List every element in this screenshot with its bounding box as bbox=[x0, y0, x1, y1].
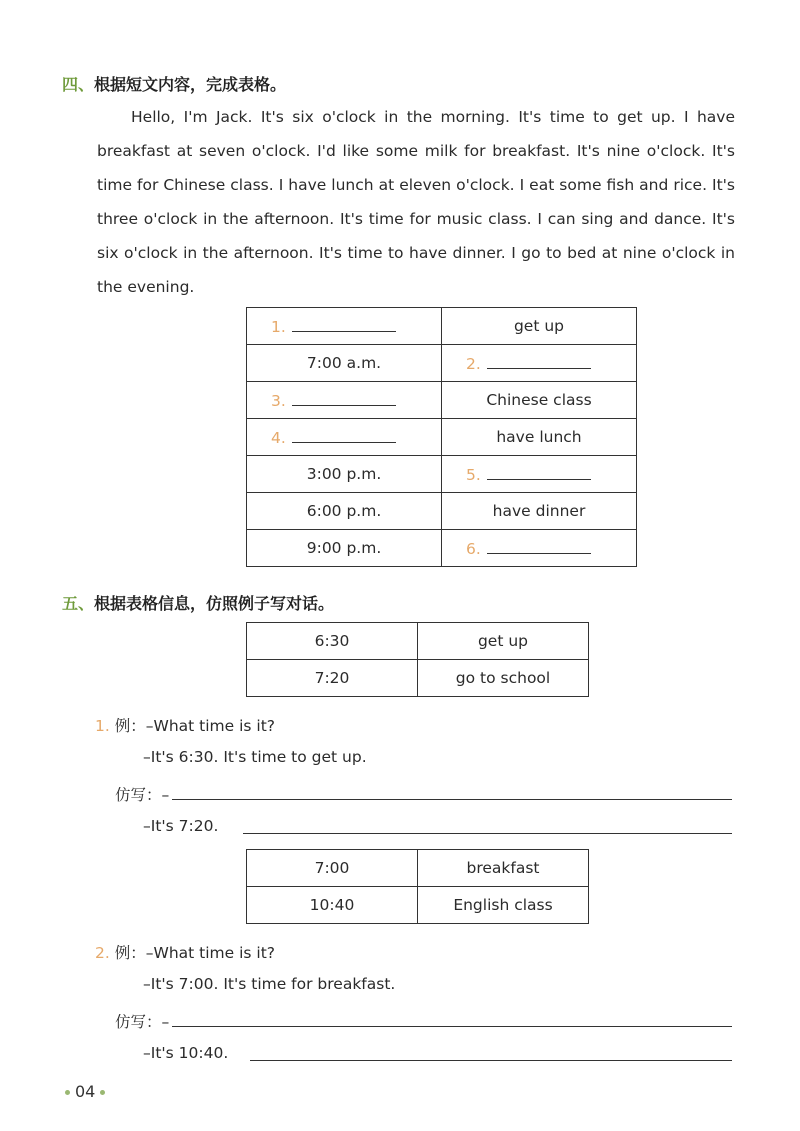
ex1-write-label: 仿写： bbox=[115, 786, 162, 804]
ex1-q: –What time is it? bbox=[145, 717, 276, 735]
ex2-dash: – bbox=[161, 1013, 170, 1031]
table-row bbox=[247, 887, 589, 924]
ex2-write-line-1[interactable] bbox=[172, 1026, 732, 1027]
table-cell-right: have lunch bbox=[442, 419, 637, 456]
ex1-write-line-2[interactable] bbox=[243, 833, 732, 834]
ex2-prompt: –It's 10:40. bbox=[143, 1044, 229, 1062]
ex2-write-label: 仿写： bbox=[115, 1013, 162, 1031]
table-cell: English class bbox=[418, 887, 589, 924]
ex1-write-line-1[interactable] bbox=[172, 799, 732, 800]
table-cell-left: 3:00 p.m. bbox=[247, 456, 442, 493]
example-table-1 bbox=[246, 622, 589, 697]
table-cell: 7:20 bbox=[247, 660, 418, 697]
table-cell: breakfast bbox=[418, 850, 589, 887]
ex1-answer: –It's 6:30. It's time to get up. bbox=[143, 748, 367, 766]
table-cell-left: 9:00 p.m. bbox=[247, 530, 442, 567]
section4-title: 根据短文内容，完成表格。 bbox=[94, 75, 287, 94]
table-cell: 6:30 bbox=[247, 623, 418, 660]
answer-blank[interactable] bbox=[487, 465, 591, 480]
table-cell-left bbox=[247, 308, 442, 345]
answer-blank[interactable] bbox=[292, 391, 396, 406]
footer-dot-left bbox=[65, 1090, 70, 1095]
answer-blank[interactable] bbox=[292, 317, 396, 332]
answer-blank[interactable] bbox=[487, 354, 591, 369]
table-cell: 10:40 bbox=[247, 887, 418, 924]
table-cell-left bbox=[247, 382, 442, 419]
table-cell: go to school bbox=[418, 660, 589, 697]
table-cell-right bbox=[442, 530, 637, 567]
ex1-label: 例： bbox=[114, 717, 146, 735]
question-number: 1. bbox=[271, 317, 286, 336]
question-number: 2. bbox=[466, 354, 481, 373]
table-row bbox=[247, 493, 637, 530]
question-number: 4. bbox=[271, 428, 286, 447]
reading-passage: Hello, I'm Jack. It's six o'clock in the morning. It's time to get up. I have breakfast at seven o'clock. I'd like some milk for breakfast. It's nine o'clock. It's time for Chinese class. I have lunch at eleven o'clock. I eat some fish and rice. It's three o'clock in the afternoon. It's time for music class. I can sing and dance. It's six o'clock in the afternoon. It's time to have dinner. I go to bed at nine o'clock in the evening. bbox=[97, 108, 735, 296]
ex2-question bbox=[95, 941, 275, 963]
ex2-number: 2. bbox=[95, 944, 110, 962]
ex2-label: 例： bbox=[114, 944, 146, 962]
table-row bbox=[247, 419, 637, 456]
table-cell-right: Chinese class bbox=[442, 382, 637, 419]
section5-number: 五、 bbox=[62, 594, 95, 613]
table-row bbox=[247, 345, 637, 382]
table-cell-right: get up bbox=[442, 308, 637, 345]
ex2-answer: –It's 7:00. It's time for breakfast. bbox=[143, 975, 396, 993]
ex2-write-line-2[interactable] bbox=[250, 1060, 732, 1061]
footer-dot-right bbox=[100, 1090, 105, 1095]
example-table-2 bbox=[246, 849, 589, 924]
section4-number: 四、 bbox=[62, 75, 95, 94]
ex2-q: –What time is it? bbox=[145, 944, 276, 962]
table-row bbox=[247, 382, 637, 419]
table-cell-left: 6:00 p.m. bbox=[247, 493, 442, 530]
ex1-number: 1. bbox=[95, 717, 110, 735]
table-cell-right bbox=[442, 345, 637, 382]
question-number: 5. bbox=[466, 465, 481, 484]
table-cell-right: have dinner bbox=[442, 493, 637, 530]
table-cell-left bbox=[247, 419, 442, 456]
ex1-prompt: –It's 7:20. bbox=[143, 817, 219, 835]
answer-blank[interactable] bbox=[487, 539, 591, 554]
table-row bbox=[247, 850, 589, 887]
table-row bbox=[247, 308, 637, 345]
question-number: 6. bbox=[466, 539, 481, 558]
table-cell: 7:00 bbox=[247, 850, 418, 887]
ex1-write bbox=[115, 783, 169, 805]
ex2-write bbox=[115, 1010, 169, 1032]
schedule-table bbox=[246, 307, 637, 567]
ex1-question bbox=[95, 714, 275, 736]
page-number: 04 bbox=[75, 1082, 96, 1101]
table-cell-right bbox=[442, 456, 637, 493]
ex1-dash: – bbox=[161, 786, 170, 804]
section5-heading bbox=[62, 591, 334, 614]
page-footer bbox=[60, 1082, 110, 1101]
answer-blank[interactable] bbox=[292, 428, 396, 443]
table-row bbox=[247, 623, 589, 660]
question-number: 3. bbox=[271, 391, 286, 410]
table-cell-left: 7:00 a.m. bbox=[247, 345, 442, 382]
table-cell: get up bbox=[418, 623, 589, 660]
section5-title: 根据表格信息，仿照例子写对话。 bbox=[94, 594, 335, 613]
section4-heading bbox=[62, 72, 286, 95]
table-row bbox=[247, 456, 637, 493]
table-row bbox=[247, 530, 637, 567]
table-row bbox=[247, 660, 589, 697]
